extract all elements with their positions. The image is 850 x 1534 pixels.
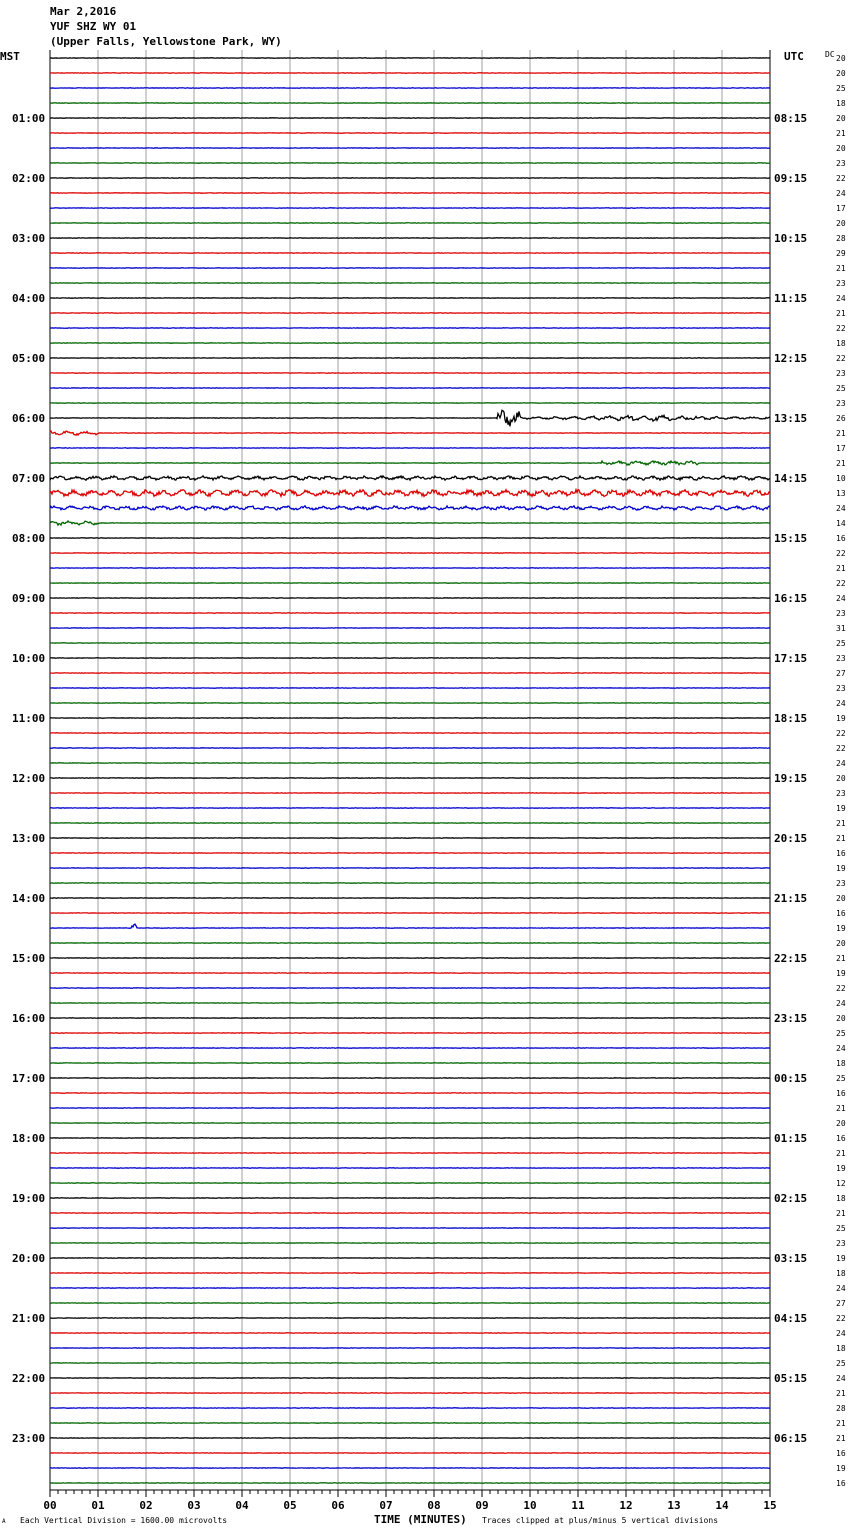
dc-offset-label: 16 bbox=[836, 1134, 846, 1143]
dc-offset-label: 25 bbox=[836, 639, 846, 648]
dc-offset-label: 21 bbox=[836, 429, 846, 438]
dc-offset-label: 24 bbox=[836, 1284, 846, 1293]
x-tick-label: 09 bbox=[475, 1499, 489, 1512]
mst-label: 10:00 bbox=[12, 652, 46, 665]
mst-label: 09:00 bbox=[12, 592, 46, 605]
dc-offset-label: 22 bbox=[836, 729, 846, 738]
mst-label: 01:00 bbox=[12, 112, 46, 125]
dc-offset-label: 31 bbox=[836, 624, 846, 633]
dc-offset-label: 20 bbox=[836, 144, 846, 153]
dc-offset-label: 22 bbox=[836, 579, 846, 588]
x-tick-label: 11 bbox=[571, 1499, 585, 1512]
x-tick-label: 13 bbox=[667, 1499, 681, 1512]
x-axis-title: TIME (MINUTES) bbox=[374, 1513, 467, 1526]
dc-offset-label: 19 bbox=[836, 924, 846, 933]
dc-offset-label: 16 bbox=[836, 1479, 846, 1488]
x-axis bbox=[43, 1490, 776, 1512]
x-tick-label: 14 bbox=[715, 1499, 729, 1512]
dc-offset-label: 24 bbox=[836, 504, 846, 513]
dc-offset-label: 19 bbox=[836, 864, 846, 873]
mst-label: 07:00 bbox=[12, 472, 46, 485]
dc-offset-label: 21 bbox=[836, 564, 846, 573]
mst-label: 17:00 bbox=[12, 1072, 46, 1085]
utc-label: 08:15 bbox=[774, 112, 808, 125]
dc-offset-label: 22 bbox=[836, 354, 846, 363]
dc-offset-label: 27 bbox=[836, 669, 846, 678]
dc-offset-label: 21 bbox=[836, 1389, 846, 1398]
header-location: (Upper Falls, Yellowstone Park, WY) bbox=[50, 35, 282, 48]
x-tick-label: 00 bbox=[43, 1499, 57, 1512]
dc-offset-label: 19 bbox=[836, 714, 846, 723]
x-tick-label: 08 bbox=[427, 1499, 441, 1512]
dc-offset-label: 24 bbox=[836, 699, 846, 708]
utc-label: 12:15 bbox=[774, 352, 808, 365]
dc-offset-label: 21 bbox=[836, 1434, 846, 1443]
dc-offset-label: 28 bbox=[836, 1404, 846, 1413]
dc-offset-label: 24 bbox=[836, 189, 846, 198]
mst-label: 16:00 bbox=[12, 1012, 46, 1025]
right-axis-label: UTC bbox=[784, 50, 804, 63]
dc-offset-label: 27 bbox=[836, 1299, 846, 1308]
utc-label: 11:15 bbox=[774, 292, 808, 305]
dc-offset-label: 17 bbox=[836, 444, 846, 453]
dc-offset-label: 23 bbox=[836, 279, 846, 288]
dc-offset-label: 18 bbox=[836, 1344, 846, 1353]
mst-label: 15:00 bbox=[12, 952, 46, 965]
x-tick-label: 02 bbox=[139, 1499, 153, 1512]
utc-label: 10:15 bbox=[774, 232, 808, 245]
dc-offset-label: 19 bbox=[836, 1254, 846, 1263]
dc-offset-label: 26 bbox=[836, 414, 846, 423]
trace-29 bbox=[50, 490, 770, 497]
x-tick-label: 05 bbox=[283, 1499, 297, 1512]
dc-offset-label: 23 bbox=[836, 399, 846, 408]
dc-offset-label: 21 bbox=[836, 819, 846, 828]
dc-offset-label: 21 bbox=[836, 129, 846, 138]
mst-label: 12:00 bbox=[12, 772, 46, 785]
x-tick-label: 03 bbox=[187, 1499, 201, 1512]
dc-label: DC bbox=[825, 50, 835, 59]
clip-note: Traces clipped at plus/minus 5 vertical divisions bbox=[482, 1516, 719, 1525]
utc-label: 00:15 bbox=[774, 1072, 808, 1085]
x-tick-label: 04 bbox=[235, 1499, 249, 1512]
utc-label: 21:15 bbox=[774, 892, 808, 905]
dc-offset-label: 23 bbox=[836, 609, 846, 618]
dc-offset-label: 19 bbox=[836, 969, 846, 978]
dc-offset-label: 22 bbox=[836, 744, 846, 753]
left-axis-label: MST bbox=[0, 50, 20, 63]
dc-offset-label: 23 bbox=[836, 1239, 846, 1248]
dc-offset-label: 18 bbox=[836, 1059, 846, 1068]
dc-offset-label: 23 bbox=[836, 684, 846, 693]
mst-label: 19:00 bbox=[12, 1192, 46, 1205]
dc-offset-label: 25 bbox=[836, 1359, 846, 1368]
dc-offset-label: 24 bbox=[836, 999, 846, 1008]
utc-label: 02:15 bbox=[774, 1192, 808, 1205]
dc-offset-label: 22 bbox=[836, 984, 846, 993]
dc-offset-label: 25 bbox=[836, 1029, 846, 1038]
trace-30 bbox=[50, 506, 770, 510]
header-date: Mar 2,2016 bbox=[50, 5, 117, 18]
mst-label: 14:00 bbox=[12, 892, 46, 905]
x-tick-label: 10 bbox=[523, 1499, 537, 1512]
dc-offset-label: 21 bbox=[836, 954, 846, 963]
dc-offset-label: 28 bbox=[836, 234, 846, 243]
dc-offset-label: 20 bbox=[836, 69, 846, 78]
dc-offset-label: 20 bbox=[836, 219, 846, 228]
dc-offset-label: 19 bbox=[836, 804, 846, 813]
utc-label: 23:15 bbox=[774, 1012, 808, 1025]
mst-label: 05:00 bbox=[12, 352, 46, 365]
dc-offset-label: 23 bbox=[836, 369, 846, 378]
utc-label: 06:15 bbox=[774, 1432, 808, 1445]
utc-label: 18:15 bbox=[774, 712, 808, 725]
time-labels bbox=[0, 50, 846, 1488]
dc-offset-label: 23 bbox=[836, 654, 846, 663]
mst-label: 18:00 bbox=[12, 1132, 46, 1145]
dc-offset-label: 25 bbox=[836, 1074, 846, 1083]
utc-label: 01:15 bbox=[774, 1132, 808, 1145]
dc-offset-label: 20 bbox=[836, 894, 846, 903]
dc-offset-label: 24 bbox=[836, 294, 846, 303]
utc-label: 22:15 bbox=[774, 952, 808, 965]
mst-label: 23:00 bbox=[12, 1432, 46, 1445]
dc-offset-label: 20 bbox=[836, 114, 846, 123]
dc-offset-label: 16 bbox=[836, 534, 846, 543]
mst-label: 21:00 bbox=[12, 1312, 46, 1325]
mst-label: 22:00 bbox=[12, 1372, 46, 1385]
dc-offset-label: 25 bbox=[836, 84, 846, 93]
dc-offset-label: 16 bbox=[836, 909, 846, 918]
dc-offset-label: 20 bbox=[836, 1119, 846, 1128]
trace-58 bbox=[50, 924, 770, 928]
dc-offset-label: 13 bbox=[836, 489, 846, 498]
dc-offset-label: 21 bbox=[836, 459, 846, 468]
dc-offset-label: 16 bbox=[836, 1449, 846, 1458]
mst-label: 11:00 bbox=[12, 712, 46, 725]
mst-label: 02:00 bbox=[12, 172, 46, 185]
mst-label: 20:00 bbox=[12, 1252, 46, 1265]
dc-offset-label: 18 bbox=[836, 339, 846, 348]
dc-offset-label: 25 bbox=[836, 1224, 846, 1233]
x-tick-label: 12 bbox=[619, 1499, 633, 1512]
dc-offset-label: 25 bbox=[836, 384, 846, 393]
dc-offset-label: 22 bbox=[836, 324, 846, 333]
corner-mark: A bbox=[2, 1518, 6, 1525]
dc-offset-label: 23 bbox=[836, 789, 846, 798]
dc-offset-label: 22 bbox=[836, 1314, 846, 1323]
dc-offset-label: 21 bbox=[836, 1419, 846, 1428]
header-station: YUF SHZ WY 01 bbox=[50, 20, 137, 33]
minute-gridlines bbox=[50, 50, 770, 1491]
dc-offset-label: 22 bbox=[836, 549, 846, 558]
dc-offset-label: 21 bbox=[836, 1149, 846, 1158]
dc-offset-label: 17 bbox=[836, 204, 846, 213]
dc-offset-label: 24 bbox=[836, 1329, 846, 1338]
utc-label: 13:15 bbox=[774, 412, 808, 425]
dc-offset-label: 20 bbox=[836, 774, 846, 783]
mst-label: 03:00 bbox=[12, 232, 46, 245]
dc-offset-label: 21 bbox=[836, 309, 846, 318]
dc-offset-label: 21 bbox=[836, 1209, 846, 1218]
trace-24 bbox=[50, 410, 770, 426]
dc-offset-label: 24 bbox=[836, 759, 846, 768]
utc-label: 17:15 bbox=[774, 652, 808, 665]
utc-label: 16:15 bbox=[774, 592, 808, 605]
dc-offset-label: 24 bbox=[836, 1044, 846, 1053]
trace-27 bbox=[50, 461, 770, 465]
dc-offset-label: 24 bbox=[836, 1374, 846, 1383]
mst-label: 06:00 bbox=[12, 412, 46, 425]
dc-offset-label: 20 bbox=[836, 1014, 846, 1023]
dc-offset-label: 21 bbox=[836, 264, 846, 273]
dc-offset-label: 10 bbox=[836, 474, 846, 483]
dc-offset-label: 23 bbox=[836, 879, 846, 888]
dc-offset-label: 18 bbox=[836, 1269, 846, 1278]
dc-offset-label: 20 bbox=[836, 54, 846, 63]
utc-label: 19:15 bbox=[774, 772, 808, 785]
dc-offset-label: 16 bbox=[836, 1089, 846, 1098]
trace-25 bbox=[50, 431, 770, 435]
dc-offset-label: 24 bbox=[836, 594, 846, 603]
x-tick-label: 01 bbox=[91, 1499, 105, 1512]
utc-label: 20:15 bbox=[774, 832, 808, 845]
x-tick-label: 07 bbox=[379, 1499, 393, 1512]
utc-label: 14:15 bbox=[774, 472, 808, 485]
utc-label: 04:15 bbox=[774, 1312, 808, 1325]
dc-offset-label: 20 bbox=[836, 939, 846, 948]
utc-label: 09:15 bbox=[774, 172, 808, 185]
dc-offset-label: 14 bbox=[836, 519, 846, 528]
utc-label: 03:15 bbox=[774, 1252, 808, 1265]
dc-offset-label: 12 bbox=[836, 1179, 846, 1188]
utc-label: 05:15 bbox=[774, 1372, 808, 1385]
dc-offset-label: 21 bbox=[836, 834, 846, 843]
dc-offset-label: 19 bbox=[836, 1164, 846, 1173]
dc-offset-label: 18 bbox=[836, 99, 846, 108]
dc-offset-label: 29 bbox=[836, 249, 846, 258]
utc-label: 15:15 bbox=[774, 532, 808, 545]
mst-label: 04:00 bbox=[12, 292, 46, 305]
mst-label: 13:00 bbox=[12, 832, 46, 845]
dc-offset-label: 19 bbox=[836, 1464, 846, 1473]
dc-offset-label: 23 bbox=[836, 159, 846, 168]
trace-28 bbox=[50, 476, 770, 480]
scale-note: Each Vertical Division = 1600.00 microvolts bbox=[20, 1516, 228, 1525]
dc-offset-label: 16 bbox=[836, 849, 846, 858]
mst-label: 08:00 bbox=[12, 532, 46, 545]
x-tick-label: 06 bbox=[331, 1499, 345, 1512]
x-tick-label: 15 bbox=[763, 1499, 777, 1512]
dc-offset-label: 21 bbox=[836, 1104, 846, 1113]
trace-31 bbox=[50, 521, 770, 525]
dc-offset-label: 22 bbox=[836, 174, 846, 183]
seismic-traces bbox=[50, 58, 770, 1483]
dc-offset-label: 18 bbox=[836, 1194, 846, 1203]
